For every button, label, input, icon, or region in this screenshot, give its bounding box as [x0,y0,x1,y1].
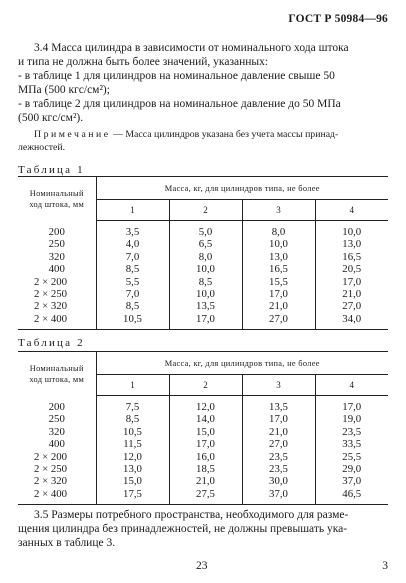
document-standard-id: ГОСТ Р 50984—96 [288,13,388,25]
page-number: 3 [382,560,388,572]
paragraph-line: - в таблице 2 для цилиндров на номинальное давление до 50 МПа [18,98,341,110]
stroke-cell: 250 [18,413,96,425]
mass-cell: 13,5 [169,300,242,312]
mass-cell: 11,5 [96,438,169,450]
mass-cell: 21,0 [169,475,242,487]
stroke-cell: 2 × 250 [18,463,96,475]
sheet-number: 23 [196,560,208,572]
table-row [18,426,388,438]
mass-cell: 17,5 [96,488,169,505]
mass-cell: 10,5 [96,426,169,438]
mass-cell: 21,0 [242,426,315,438]
type-column-header: 2 [169,375,242,396]
stroke-cell: 200 [18,221,96,239]
mass-cell: 13,0 [342,238,362,251]
stroke-cell: 200 [18,396,96,414]
table-row [18,463,388,475]
table-row [18,238,388,250]
type-column-header: 1 [96,375,169,396]
stroke-cell: 400 [18,438,96,450]
section-3-5-paragraph [18,508,388,550]
section-3-4-paragraph [18,41,388,125]
mass-cell: 4,0 [96,238,169,250]
mass-cell: 7,5 [96,396,169,414]
mass-cell: 37,0 [242,488,315,505]
type-column-header: 3 [242,200,315,221]
stroke-cell: 2 × 200 [18,451,96,463]
stroke-cell: 320 [18,251,96,263]
mass-cell: 10,0 [342,226,362,238]
paragraph-line: и типа не должна быть более значений, указанных: [18,56,269,68]
mass-cell: 33,5 [342,438,362,451]
stroke-column-header: Номинальный ход штока, мм [18,352,96,396]
table-row [18,300,388,312]
stroke-cell: 2 × 400 [18,313,96,330]
paragraph-line: 3.4 Масса цилиндра в зависимости от номинального хода штока [34,42,349,54]
paragraph-line: МПа (500 кгс/см²); [18,84,110,96]
table-1-caption: Таблица 1 [18,164,85,176]
mass-cell: 19,0 [342,413,362,426]
mass-cell: 10,5 [96,313,169,330]
mass-cell: 14,0 [169,413,242,425]
mass-cell: 34,0 [315,313,388,330]
mass-cell: 8,5 [96,413,169,425]
table-row [18,313,388,330]
mass-cell: 8,0 [242,221,315,239]
mass-cell: 13,0 [242,251,315,263]
mass-cell: 17,0 [169,313,242,330]
note-paragraph [18,128,390,154]
mass-cell: 21,0 [342,288,362,301]
paragraph-line: щения цилиндра без принадлежностей, не должны превышать ука- [18,523,348,535]
mass-cell: 15,0 [96,475,169,487]
mass-cell: 10,0 [242,238,315,250]
mass-cell: 7,0 [96,288,169,300]
type-column-header: 4 [315,375,388,396]
mass-cell: 13,0 [96,463,169,475]
mass-cell: 23,5 [242,451,315,463]
type-column-header: 1 [96,200,169,221]
note-text: — Масса цилиндров указана без учета массы принад- [110,129,339,140]
paragraph-line: 3.5 Размеры потребного пространства, необходимого для разме- [34,509,349,521]
mass-cell: 12,0 [96,451,169,463]
mass-cell: 29,0 [342,463,362,476]
mass-cell: 10,0 [169,288,242,300]
type-column-header: 4 [315,200,388,221]
note-label: Примечание [34,129,111,140]
mass-cell: 16,5 [242,263,315,275]
mass-cell: 46,5 [315,488,388,505]
mass-cell: 25,5 [342,450,362,463]
mass-cell: 17,0 [342,275,362,288]
type-column-header: 3 [242,375,315,396]
table-1-mass-high-pressure [18,176,388,330]
mass-cell: 20,5 [342,263,362,276]
table-row [18,263,388,275]
mass-cell: 16,0 [169,451,242,463]
mass-cell: 37,0 [342,475,362,488]
paragraph-line: - в таблице 1 для цилиндров на номинальное давление свыше 50 [18,70,335,82]
stroke-cell: 2 × 250 [18,288,96,300]
table-2-mass-low-pressure [18,351,388,505]
stroke-cell: 2 × 200 [18,276,96,288]
stroke-cell: 400 [18,263,96,275]
mass-cell: 27,0 [242,313,315,330]
paragraph-line: занных в таблице 3. [18,537,116,549]
mass-cell: 3,5 [96,221,169,239]
table-row [18,276,388,288]
mass-cell: 17,0 [342,401,362,413]
mass-cell: 17,0 [242,413,315,425]
mass-cell: 12,0 [169,396,242,414]
mass-cell: 5,5 [96,276,169,288]
mass-group-header: Масса, кг, для цилиндров типа, не более [96,352,388,375]
table-row [18,451,388,463]
mass-cell: 8,0 [169,251,242,263]
type-column-header: 2 [169,200,242,221]
mass-cell: 6,5 [169,238,242,250]
mass-cell: 15,5 [242,276,315,288]
table-row [18,221,388,239]
note-text-continued: лежностей. [18,142,66,153]
table-row [18,438,388,450]
stroke-cell: 250 [18,238,96,250]
mass-cell: 8,5 [169,276,242,288]
mass-cell: 15,0 [169,426,242,438]
mass-cell: 8,5 [96,300,169,312]
mass-cell: 18,5 [169,463,242,475]
mass-cell: 27,0 [342,300,362,313]
mass-cell: 5,0 [169,221,242,239]
mass-cell: 7,0 [96,251,169,263]
table-row [18,488,388,505]
table-row [18,396,388,414]
table-2-caption: Таблица 2 [18,337,85,349]
table-row [18,251,388,263]
table-row [18,288,388,300]
mass-group-header: Масса, кг, для цилиндров типа, не более [96,177,388,200]
mass-cell: 23,5 [242,463,315,475]
table-row [18,475,388,487]
stroke-cell: 2 × 320 [18,475,96,487]
stroke-cell: 2 × 400 [18,488,96,505]
mass-cell: 8,5 [96,263,169,275]
mass-cell: 10,0 [169,263,242,275]
mass-cell: 13,5 [242,396,315,414]
mass-cell: 27,5 [169,488,242,505]
mass-cell: 30,0 [242,475,315,487]
mass-cell: 27,0 [242,438,315,450]
stroke-column-header: Номинальный ход штока, мм [18,177,96,221]
stroke-cell: 320 [18,426,96,438]
mass-cell: 23,5 [342,425,362,438]
mass-cell: 17,0 [169,438,242,450]
mass-cell: 17,0 [242,288,315,300]
mass-cell: 16,5 [342,250,362,263]
table-row [18,413,388,425]
mass-cell: 21,0 [242,300,315,312]
stroke-cell: 2 × 320 [18,300,96,312]
paragraph-line: (500 кгс/см²). [18,112,84,124]
